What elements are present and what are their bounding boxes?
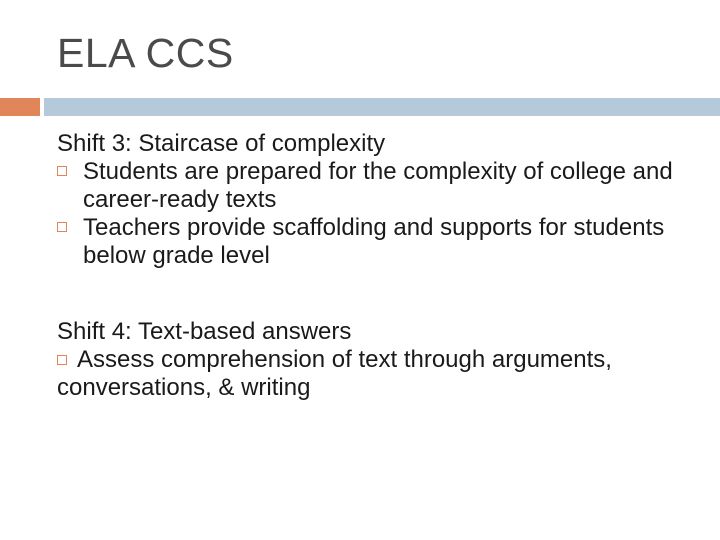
- title-accent-bar: [0, 98, 40, 116]
- list-item-text: Students are prepared for the complexity of college and career-ready texts: [83, 158, 673, 213]
- slide-body: [57, 130, 707, 402]
- shift4-heading: Shift 4: Text-based answers: [57, 318, 352, 345]
- list-item: [57, 158, 707, 214]
- list-item: [57, 214, 707, 270]
- list-item: [57, 346, 707, 402]
- title-divider-bar: [44, 98, 720, 116]
- square-bullet-icon: [57, 355, 67, 365]
- square-bullet-icon: [57, 166, 67, 176]
- shift3-section: [57, 130, 707, 270]
- list-item-text: Teachers provide scaffolding and supports for students below grade level: [83, 214, 665, 269]
- list-item-text: Assess comprehension of text through arguments, conversations, & writing: [57, 346, 612, 401]
- slide-title: ELA CCS: [57, 30, 234, 76]
- shift4-section: [57, 318, 707, 402]
- square-bullet-icon: [57, 222, 67, 232]
- shift3-heading: Shift 3: Staircase of complexity: [57, 130, 386, 157]
